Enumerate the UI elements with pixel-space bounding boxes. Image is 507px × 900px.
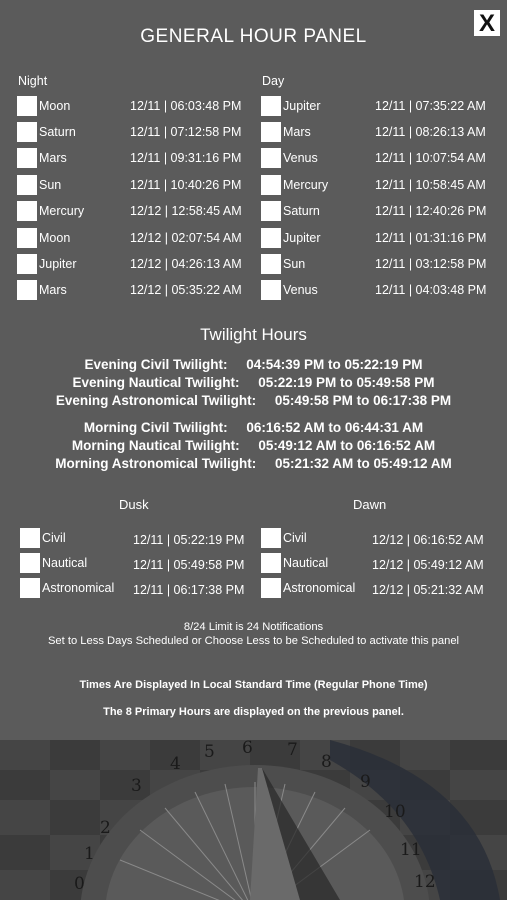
- hour-numeral: 4: [170, 754, 181, 774]
- dusk-row-checkbox[interactable]: [20, 528, 40, 548]
- day-row: [261, 280, 501, 302]
- hour-numeral: 1: [84, 844, 95, 864]
- night-row: [17, 228, 247, 250]
- hour-numeral: 3: [131, 776, 142, 796]
- hour-time: 12/12 | 04:26:13 AM: [130, 257, 242, 271]
- evening-nautical-twilight: Evening Nautical Twilight: 05:22:19 PM to 05:49:58 PM: [72, 375, 435, 390]
- dusk-heading: Dusk: [119, 497, 149, 512]
- hour-numeral: 12: [414, 872, 436, 892]
- planet-label: Saturn: [283, 204, 320, 218]
- hour-numeral: 11: [400, 840, 422, 860]
- day-row: [261, 201, 501, 223]
- hour-time: 12/12 | 05:35:22 AM: [130, 283, 242, 297]
- hour-numeral: 5: [204, 742, 215, 762]
- morning-nautical-twilight: Morning Nautical Twilight: 05:49:12 AM to 06:16:52 AM: [71, 438, 436, 453]
- twilight-type-label: Nautical: [283, 556, 329, 570]
- hour-numeral: 0: [74, 874, 85, 894]
- night-row-checkbox[interactable]: [17, 175, 37, 195]
- local-time-note: Times Are Displayed In Local Standard Time (Regular Phone Time): [79, 679, 428, 691]
- night-row: [17, 254, 247, 276]
- hour-time: 12/11 | 10:40:26 PM: [130, 178, 242, 192]
- day-row: [261, 175, 501, 197]
- day-heading: Day: [262, 74, 285, 88]
- hour-numeral: 7: [287, 740, 298, 760]
- panel-title: GENERAL HOUR PANEL: [140, 26, 367, 47]
- hour-time: 12/11 | 09:31:16 PM: [130, 151, 242, 165]
- planet-label: Mercury: [39, 204, 85, 218]
- twilight-title: Twilight Hours: [200, 325, 307, 344]
- planet-label: Jupiter: [283, 99, 321, 113]
- sundial-scene: [0, 740, 507, 900]
- night-row: [17, 96, 247, 118]
- night-row-checkbox[interactable]: [17, 96, 37, 116]
- planet-label: Mercury: [283, 178, 329, 192]
- night-row-checkbox[interactable]: [17, 148, 37, 168]
- hour-time: 12/11 | 10:07:54 AM: [375, 151, 486, 165]
- hour-time: 12/12 | 12:58:45 AM: [130, 204, 242, 218]
- day-row-checkbox[interactable]: [261, 175, 281, 195]
- night-heading: Night: [18, 74, 48, 88]
- morning-civil-twilight: Morning Civil Twilight: 06:16:52 AM to 06:44:31 AM: [83, 420, 424, 435]
- day-row: [261, 96, 501, 118]
- day-row: [261, 228, 501, 250]
- dawn-row-checkbox[interactable]: [261, 578, 281, 598]
- dusk-time: 12/11 | 05:22:19 PM: [133, 533, 245, 547]
- day-row: [261, 148, 501, 170]
- hour-time: 12/11 | 07:35:22 AM: [375, 99, 486, 113]
- dawn-row-checkbox[interactable]: [261, 528, 281, 548]
- sundial-numerals: [0, 740, 507, 900]
- planet-label: Mars: [283, 125, 311, 139]
- night-row: [17, 201, 247, 223]
- hour-time: 12/11 | 07:12:58 PM: [130, 125, 242, 139]
- notification-hint: Set to Less Days Scheduled or Choose Less to be Scheduled to activate this panel: [47, 635, 460, 647]
- notification-count: 8/24 Limit is 24 Notifications: [183, 621, 324, 633]
- day-row-checkbox[interactable]: [261, 148, 281, 168]
- night-row: [17, 148, 247, 170]
- dusk-row: [20, 578, 250, 600]
- evening-astronomical-twilight: Evening Astronomical Twilight: 05:49:58 PM to 06:17:38 PM: [55, 393, 452, 408]
- hour-time: 12/11 | 08:26:13 AM: [375, 125, 486, 139]
- planet-label: Venus: [283, 151, 318, 165]
- night-row-checkbox[interactable]: [17, 122, 37, 142]
- hour-time: 12/11 | 10:58:45 AM: [375, 178, 486, 192]
- twilight-type-label: Civil: [42, 531, 66, 545]
- dawn-time: 12/12 | 05:49:12 AM: [372, 558, 484, 572]
- day-row-checkbox[interactable]: [261, 96, 281, 116]
- hour-time: 12/11 | 12:40:26 PM: [375, 204, 487, 218]
- twilight-type-label: Astronomical: [283, 581, 356, 595]
- day-row-checkbox[interactable]: [261, 228, 281, 248]
- day-row-checkbox[interactable]: [261, 201, 281, 221]
- planet-label: Saturn: [39, 125, 76, 139]
- close-button[interactable]: X: [474, 10, 500, 36]
- hour-time: 12/11 | 04:03:48 PM: [375, 283, 487, 297]
- night-row-checkbox[interactable]: [17, 254, 37, 274]
- planet-label: Sun: [39, 178, 62, 192]
- hour-time: 12/11 | 01:31:16 PM: [375, 231, 487, 245]
- dusk-time: 12/11 | 05:49:58 PM: [133, 558, 245, 572]
- primary-hours-note: The 8 Primary Hours are displayed on the previous panel.: [103, 706, 404, 718]
- morning-astronomical-twilight: Morning Astronomical Twilight: 05:21:32 AM to 05:49:12 AM: [55, 456, 452, 471]
- hour-numeral: 2: [100, 818, 111, 838]
- planet-label: Jupiter: [283, 231, 321, 245]
- dawn-row: [261, 553, 501, 575]
- dawn-row: [261, 578, 501, 600]
- planet-label: Moon: [39, 99, 71, 113]
- dawn-heading: Dawn: [353, 497, 387, 512]
- day-row-checkbox[interactable]: [261, 254, 281, 274]
- dawn-row-checkbox[interactable]: [261, 553, 281, 573]
- planet-label: Jupiter: [39, 257, 77, 271]
- day-row: [261, 254, 501, 276]
- day-row-checkbox[interactable]: [261, 280, 281, 300]
- twilight-type-label: Civil: [283, 531, 307, 545]
- dawn-row: [261, 528, 501, 550]
- dusk-time: 12/11 | 06:17:38 PM: [133, 583, 245, 597]
- planet-label: Moon: [39, 231, 71, 245]
- night-row-checkbox[interactable]: [17, 280, 37, 300]
- evening-civil-twilight: Evening Civil Twilight: 04:54:39 PM to 05:22:19 PM: [84, 357, 423, 372]
- dusk-row-checkbox[interactable]: [20, 578, 40, 598]
- dawn-time: 12/12 | 06:16:52 AM: [372, 533, 484, 547]
- night-row: [17, 175, 247, 197]
- hour-time: 12/11 | 06:03:48 PM: [130, 99, 242, 113]
- planet-label: Mars: [39, 283, 67, 297]
- twilight-type-label: Nautical: [42, 556, 88, 570]
- hour-numeral: 8: [321, 752, 332, 772]
- dusk-row-checkbox[interactable]: [20, 553, 40, 573]
- dusk-row: [20, 553, 250, 575]
- planet-label: Venus: [283, 283, 318, 297]
- night-row-checkbox[interactable]: [17, 201, 37, 221]
- night-row: [17, 280, 247, 302]
- hour-numeral: 9: [360, 772, 371, 792]
- night-row-checkbox[interactable]: [17, 228, 37, 248]
- hour-numeral: 10: [384, 802, 406, 822]
- dusk-row: [20, 528, 250, 550]
- hour-time: 12/12 | 02:07:54 AM: [130, 231, 242, 245]
- hour-time: 12/11 | 03:12:58 PM: [375, 257, 487, 271]
- day-row: [261, 122, 501, 144]
- day-row-checkbox[interactable]: [261, 122, 281, 142]
- planet-label: Sun: [283, 257, 306, 271]
- twilight-type-label: Astronomical: [42, 581, 115, 595]
- night-row: [17, 122, 247, 144]
- planet-label: Mars: [39, 151, 67, 165]
- dawn-time: 12/12 | 05:21:32 AM: [372, 583, 484, 597]
- hour-numeral: 6: [242, 740, 253, 758]
